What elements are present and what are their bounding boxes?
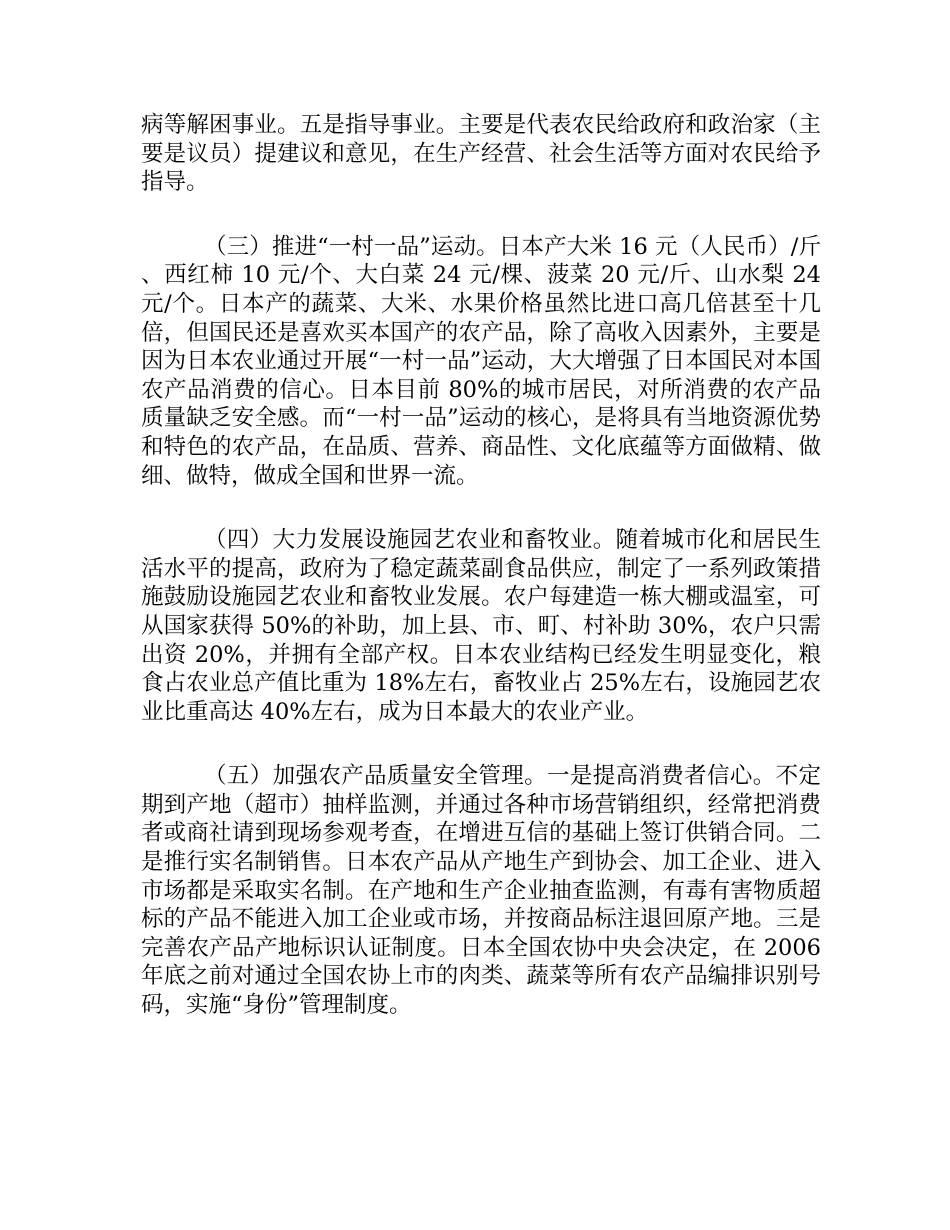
document-body — [141, 111, 821, 1056]
paragraph-continuation: 病等解困事业。五是指导事业。主要是代表农民给政府和政治家（主要是议员）提建议和意见，在生产经营、社会生活等方面对农民给予指导。 — [141, 112, 821, 196]
paragraph-section-5: （五）加强农产品质量安全管理。一是提高消费者信心。不定期到产地（超市）抽样监测，并通过各种市场营销组织，经常把消费者或商社请到现场参观考查，在增进互信的基础上签订供销合同。二是推行实名制销售。日本农产品从产地生产到协会、加工企业、进入市场都是采取实名制。在产地和生产企业抽查监测，有毒有害物质超标的产品不能进入加工企业或市场，并按商品标注退回原产地。三是完善农产品产地标识认证制度。日本全国农协中央会决定，在 2006 年底之前对通过全国农协上市的肉类、蔬菜等所有农产品编排识别号码，实施“身份”管理制度。 — [141, 763, 821, 1019]
paragraph-section-3: （三）推进“一村一品”运动。日本产大米 16 元（人民币）/斤、西红柿 10 元/个、大白菜 24 元/棵、菠菜 20 元/斤、山水梨 24 元/个。日本产的蔬菜、大米、水果价格虽然比进口高几倍甚至十几倍，但国民还是喜欢买本国产的农产品，除了高收入因素外，主要是因为日本农业通过开展“一村一品”运动，大大增强了日本国民对本国农产品消费的信心。日本目前 80%的城市居民，对所消费的农产品质量缺乏安全感。而“一村一品”运动的核心，是将具有当地资源优势和特色的农产品，在品质、营养、商品性、文化底蕴等方面做精、做细、做特，做成全国和世界一流。 — [141, 233, 821, 489]
paragraph-section-4: （四）大力发展设施园艺农业和畜牧业。随着城市化和居民生活水平的提高，政府为了稳定蔬菜副食品供应，制定了一系列政策措施鼓励设施园艺农业和畜牧业发展。农户每建造一栋大棚或温室，可从国家获得 50%的补助，加上县、市、町、村补助 30%，农户只需出资 20%，并拥有全部产权。日本农业结构已经发生明显变化，粮食占农业总产值比重为 18%左右，畜牧业占 25%左右，设施园艺农业比重高达 40%左右，成为日本最大的农业产业。 — [141, 527, 821, 725]
